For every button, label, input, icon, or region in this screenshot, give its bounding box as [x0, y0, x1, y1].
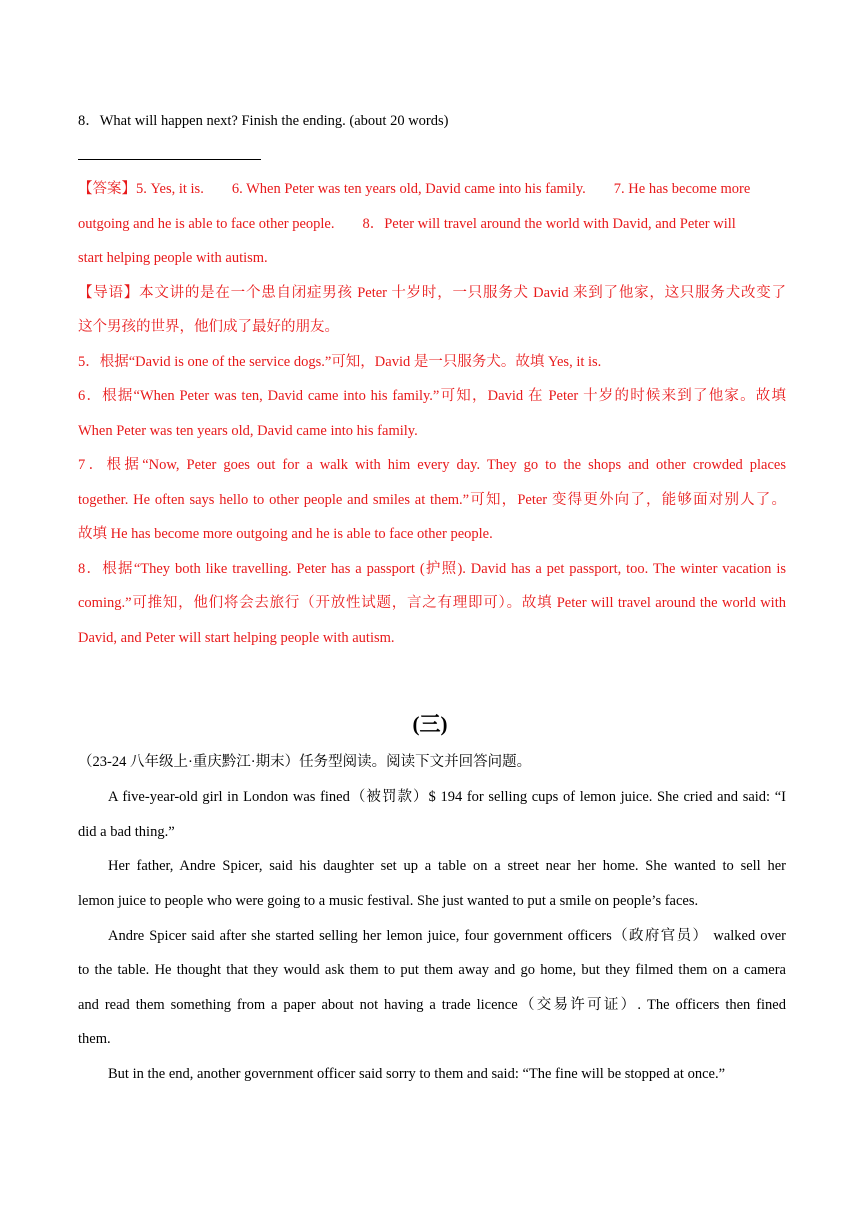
passage-p4-line-1: But in the end, another government officer said sorry to them and said: “The fine will be stopped at once.” — [108, 1066, 726, 1082]
question-8: 8．What will happen next? Finish the ending. (about 20 words) — [78, 113, 449, 129]
passage-p2-line-2: lemon juice to people who were going to a music festival. She just wanted to put a smile on people’s faces. — [78, 893, 699, 909]
section-title: (三) — [412, 712, 448, 736]
passage-p1-line-1: A five-year-old girl in London was fined（被罚款）$ 194 for selling cups of lemon juice. She cried and said: “I — [108, 789, 786, 805]
answer-line-1 — [78, 179, 786, 199]
explanation-8-line-1: 8．根据“They both like travelling. Peter has a passport (护照). David has a pet passport, too. The winter vacation is — [78, 561, 786, 577]
explanation-6-line-1: 6．根据“When Peter was ten, David came into his family.”可知，David 在 Peter 十岁的时候来到了他家。故填 — [78, 388, 786, 404]
answer-8: 8．Peter will travel around the world with David, and Peter will — [362, 216, 736, 232]
answer-7: 7. He has become more — [613, 181, 751, 197]
answer-line-2 — [78, 214, 786, 234]
passage-p3-line-1: Andre Spicer said after she started selling her lemon juice, four government officers（政府官员） walked over — [108, 928, 786, 944]
explanation-7-line-1: 7．根据“Now, Peter goes out for a walk with him every day. They go to the shops and other crowded places — [78, 457, 786, 473]
answer-line-3: start helping people with autism. — [78, 250, 268, 266]
answer-6: 6. When Peter was ten years old, David came into his family. — [231, 181, 586, 197]
passage-p1-line-2: did a bad thing.” — [78, 824, 175, 840]
guide-line-1: 【导语】本文讲的是在一个患自闭症男孩 Peter 十岁时，一只服务犬 David 来到了他家，这只服务犬改变了 — [78, 285, 786, 301]
guide-line-2: 这个男孩的世界，他们成了最好的朋友。 — [78, 319, 339, 335]
answer-tag: 【答案】 — [78, 181, 136, 197]
explanation-5: 5．根据“David is one of the service dogs.”可知，David 是一只服务犬。故填 Yes, it is. — [78, 354, 602, 370]
passage-p2-line-1: Her father, Andre Spicer, said his daughter set up a table on a street near her home. She wanted to sell her — [108, 858, 786, 874]
explanation-7-line-3: 故填 He has become more outgoing and he is able to face other people. — [78, 526, 493, 542]
passage-p3-line-3: and read them something from a paper about not having a trade licence（交易许可证）. The officers then fined — [78, 997, 786, 1013]
answer-blank-line — [78, 159, 261, 160]
answer-7-cont: outgoing and he is able to face other people. — [78, 216, 335, 232]
explanation-6-line-2: When Peter was ten years old, David came into his family. — [78, 423, 418, 439]
passage-p3-line-2: to the table. He thought that they would ask them to put them away and go home, but they filmed them on a camera — [78, 962, 786, 978]
section-source: （23-24 八年级上·重庆黔江·期末）任务型阅读。阅读下文并回答问题。 — [78, 754, 532, 770]
explanation-8-line-3: David, and Peter will start helping people with autism. — [78, 630, 395, 646]
explanation-8-line-2: coming.”可推知，他们将会去旅行（开放性试题，言之有理即可）。故填 Peter will travel around the world with — [78, 595, 786, 611]
explanation-7-line-2: together. He often says hello to other people and smiles at them.”可知，Peter 变得更外向了，能够面对别人了。 — [78, 492, 786, 508]
passage-p3-line-4: them. — [78, 1031, 111, 1047]
answer-5: 5. Yes, it is. — [136, 181, 204, 197]
